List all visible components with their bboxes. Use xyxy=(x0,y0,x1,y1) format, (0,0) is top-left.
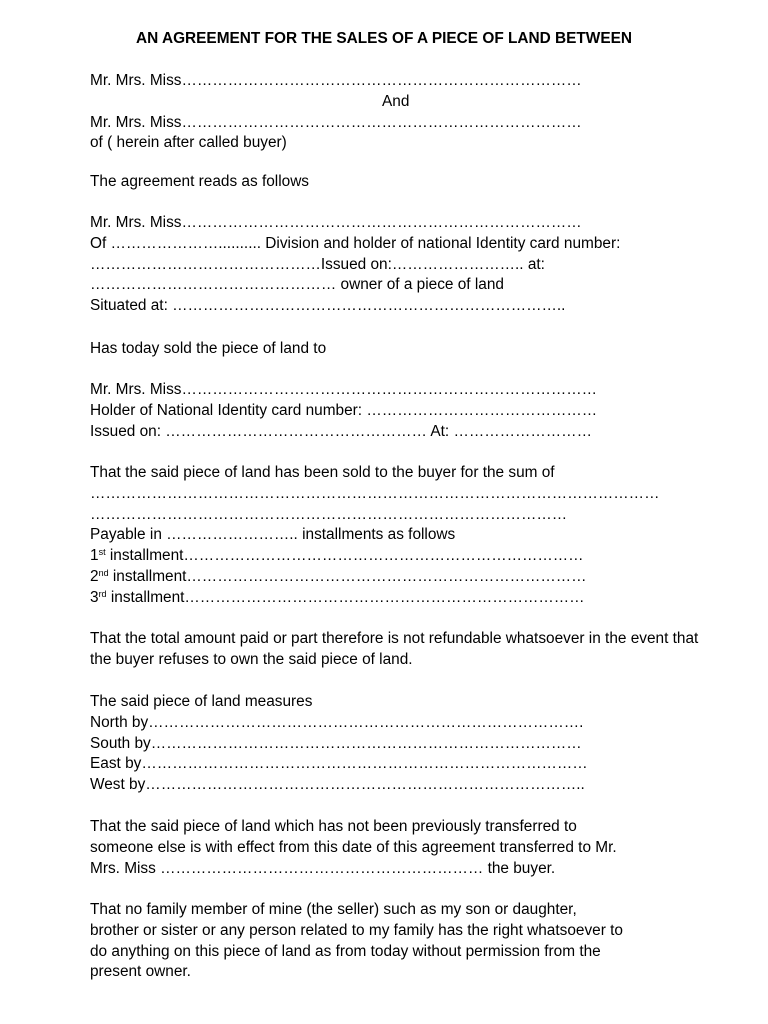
installment-2 xyxy=(90,567,712,588)
seller-owner-line: ………………………………………… owner of a piece of land xyxy=(90,276,504,294)
seller-of-line xyxy=(90,234,712,255)
seller-situated-line: Situated at: ………………………………………………………………….. xyxy=(90,297,566,315)
buyer-note: of ( herein after called buyer) xyxy=(90,134,287,152)
party2-line: Mr. Mrs. Miss…………………………………………………………………… xyxy=(90,113,582,131)
intro-section xyxy=(90,172,712,193)
sum-line: That the said piece of land has been sold to the buyer for the sum of xyxy=(90,464,555,481)
sum-dots-2: ………………………………………………………………………………… xyxy=(90,505,568,523)
north-line: North by…………………………………………………………………………. xyxy=(90,713,584,731)
south-line: South by………………………………………………………………………… xyxy=(90,734,582,752)
installment-3 xyxy=(90,588,712,609)
parties-section xyxy=(90,71,712,154)
buyer-id-line: Holder of National Identity card number: ……………………………………… xyxy=(90,401,598,419)
intro-text: The agreement reads as follows xyxy=(90,173,310,190)
family-line-2: brother or sister or any person related to my family has the right whatsoever to xyxy=(90,921,623,939)
west-line: West by………………………………………………………………………….. xyxy=(90,776,585,794)
and-text: And xyxy=(382,92,410,110)
payment-section xyxy=(90,463,712,609)
sold-to-section xyxy=(90,339,712,360)
payable-line: Payable in …………………….. installments as follows xyxy=(90,526,456,544)
family-line-3: do anything on this piece of land as from today without permission from the xyxy=(90,942,601,960)
installment-2-text: installment…………………………………………………………………… xyxy=(108,567,587,585)
measures-heading: The said piece of land measures xyxy=(90,693,313,710)
installment-1-text: installment…………………………………………………………………… xyxy=(105,547,584,565)
party1-line: Mr. Mrs. Miss…………………………………………………………………… xyxy=(90,72,582,89)
installment-1 xyxy=(90,546,712,567)
family-section xyxy=(90,900,712,983)
sold-to-text: Has today sold the piece of land to xyxy=(90,340,327,357)
refund-text: That the total amount paid or part therefore is not refundable whatsoever in the event that the buyer refuses to own the said piece of land. xyxy=(90,630,699,668)
family-line-1: That no family member of mine (the seller) such as my son or daughter, xyxy=(90,901,577,918)
transfer-section xyxy=(90,817,712,879)
installment-3-num: 3 xyxy=(90,588,99,606)
east-line: East by…………………………………………………………………………… xyxy=(90,755,588,773)
buyer-name-line: Mr. Mrs. Miss……………………………………………………………………… xyxy=(90,381,598,398)
buyer-section xyxy=(90,380,712,442)
installment-1-suffix: st xyxy=(98,547,106,558)
buyer-issued-line: Issued on: …………………………………………… At: ……………………… xyxy=(90,422,592,440)
seller-issued-line: ………………………………………Issued on:…………………….. at: xyxy=(90,255,545,273)
seller-of-suffix: Division and holder of national Identity card number: xyxy=(261,234,621,252)
seller-of-prefix: Of ………………….......... xyxy=(90,234,262,252)
installment-1-num: 1 xyxy=(90,547,99,565)
refund-section xyxy=(90,629,712,671)
measures-section xyxy=(90,692,712,796)
installment-2-num: 2 xyxy=(90,567,99,585)
transfer-line-1: That the said piece of land which has not been previously transferred to xyxy=(90,818,577,835)
document-title: AN AGREEMENT FOR THE SALES OF A PIECE OF LAND BETWEEN xyxy=(136,30,632,47)
installment-3-suffix: rd xyxy=(98,588,107,599)
installment-3-text: installment…………………………………………………………………… xyxy=(106,588,585,606)
seller-section xyxy=(90,213,712,317)
installment-2-suffix: nd xyxy=(98,567,109,578)
transfer-line-3: Mrs. Miss ……………………………………………………… the buyer. xyxy=(90,859,556,877)
family-line-4: present owner. xyxy=(90,963,191,981)
sum-dots-1: ………………………………………………………………………………………………… xyxy=(90,484,660,502)
transfer-line-2: someone else is with effect from this date of this agreement transferred to Mr. xyxy=(90,838,617,856)
seller-name-line: Mr. Mrs. Miss…………………………………………………………………… xyxy=(90,214,582,231)
